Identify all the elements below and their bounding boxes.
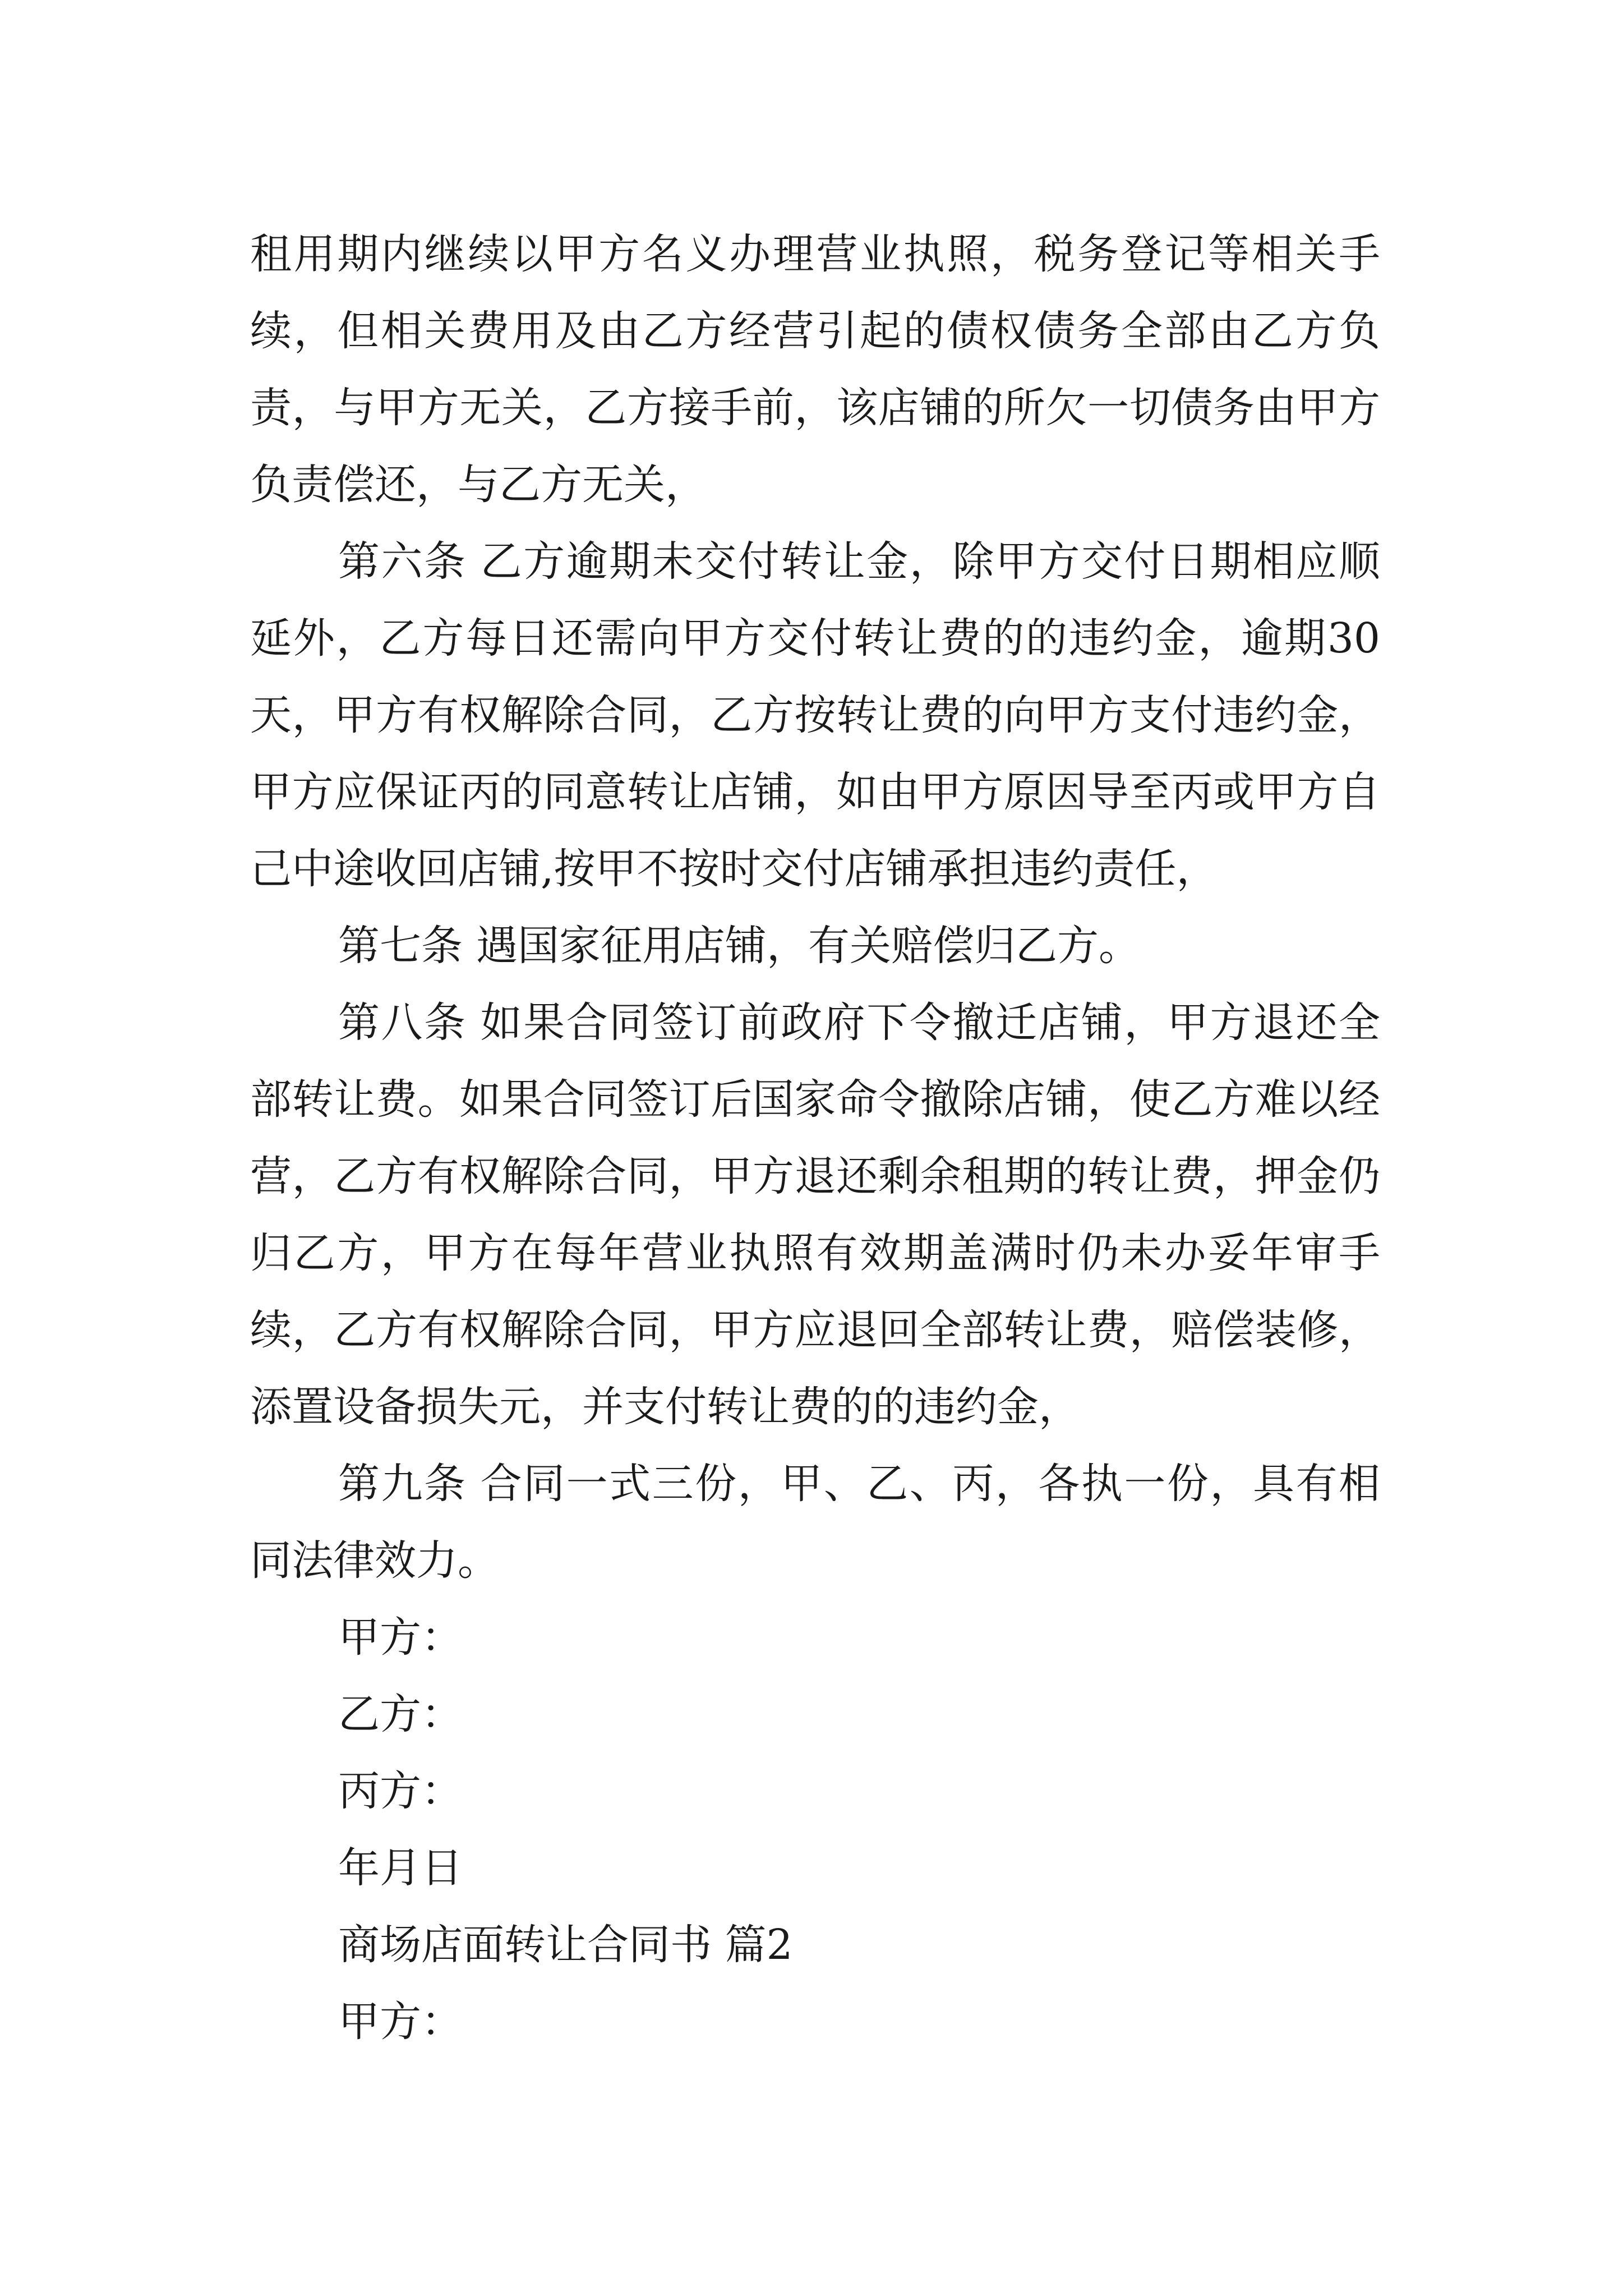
- contract-article-7: [250, 908, 1380, 984]
- contract-article-6: [250, 523, 1380, 908]
- document-body: [250, 216, 1380, 2060]
- article-number: 第八条: [338, 999, 467, 1047]
- contract-paragraph-continuation: 租用期内继续以甲方名义办理营业执照，税务登记等相关手续，但相关费用及由乙方经营引起的债权债务全部由乙方负责，与甲方无关，乙方接手前，该店铺的所欠一切债务由甲方负责偿还，与乙方无关，: [250, 230, 1380, 509]
- article-text: 合同一式三份，甲、乙、丙，各执一份，具有相同法律效力。: [250, 1460, 1381, 1585]
- article-number: 第七条: [338, 922, 463, 970]
- next-party-a-label: 甲方：: [338, 1998, 463, 2046]
- signature-party-c: 丙方：: [338, 1767, 463, 1815]
- contract-article-9: [250, 1446, 1380, 1599]
- article-text: 乙方逾期未交付转让金，除甲方交付日期相应顺延外，乙方每日还需向甲方交付转让费的的违约金，逾期30天，甲方有权解除合同，乙方按转让费的向甲方支付违约金，甲方应保证丙的同意转让店铺，如由甲方原因导至丙或甲方自己中途收回店铺,按甲不按时交付店铺承担违约责任，: [250, 537, 1381, 893]
- contract-article-8: [250, 984, 1380, 1446]
- signature-date: 年月日: [338, 1844, 463, 1892]
- article-number: 第九条: [338, 1460, 467, 1508]
- signature-party-a: 甲方：: [338, 1613, 463, 1662]
- article-text: 如果合同签订前政府下令撤迁店铺，甲方退还全部转让费。如果合同签订后国家命令撤除店铺，使乙方难以经营，乙方有权解除合同，甲方退还剩余租期的转让费，押金仍归乙方，甲方在每年营业执照有效期盖满时仍未办妥年审手续，乙方有权解除合同，甲方应退回全部转让费，赔偿装修，添置设备损失元，并支付转让费的的违约金，: [250, 999, 1381, 1431]
- section-title: 商场店面转让合同书 篇2: [338, 1921, 793, 1969]
- article-number: 第六条: [338, 537, 467, 586]
- signature-party-b: 乙方：: [338, 1690, 463, 1738]
- article-text: 遇国家征用店铺，有关赔偿归乙方。: [476, 922, 1140, 970]
